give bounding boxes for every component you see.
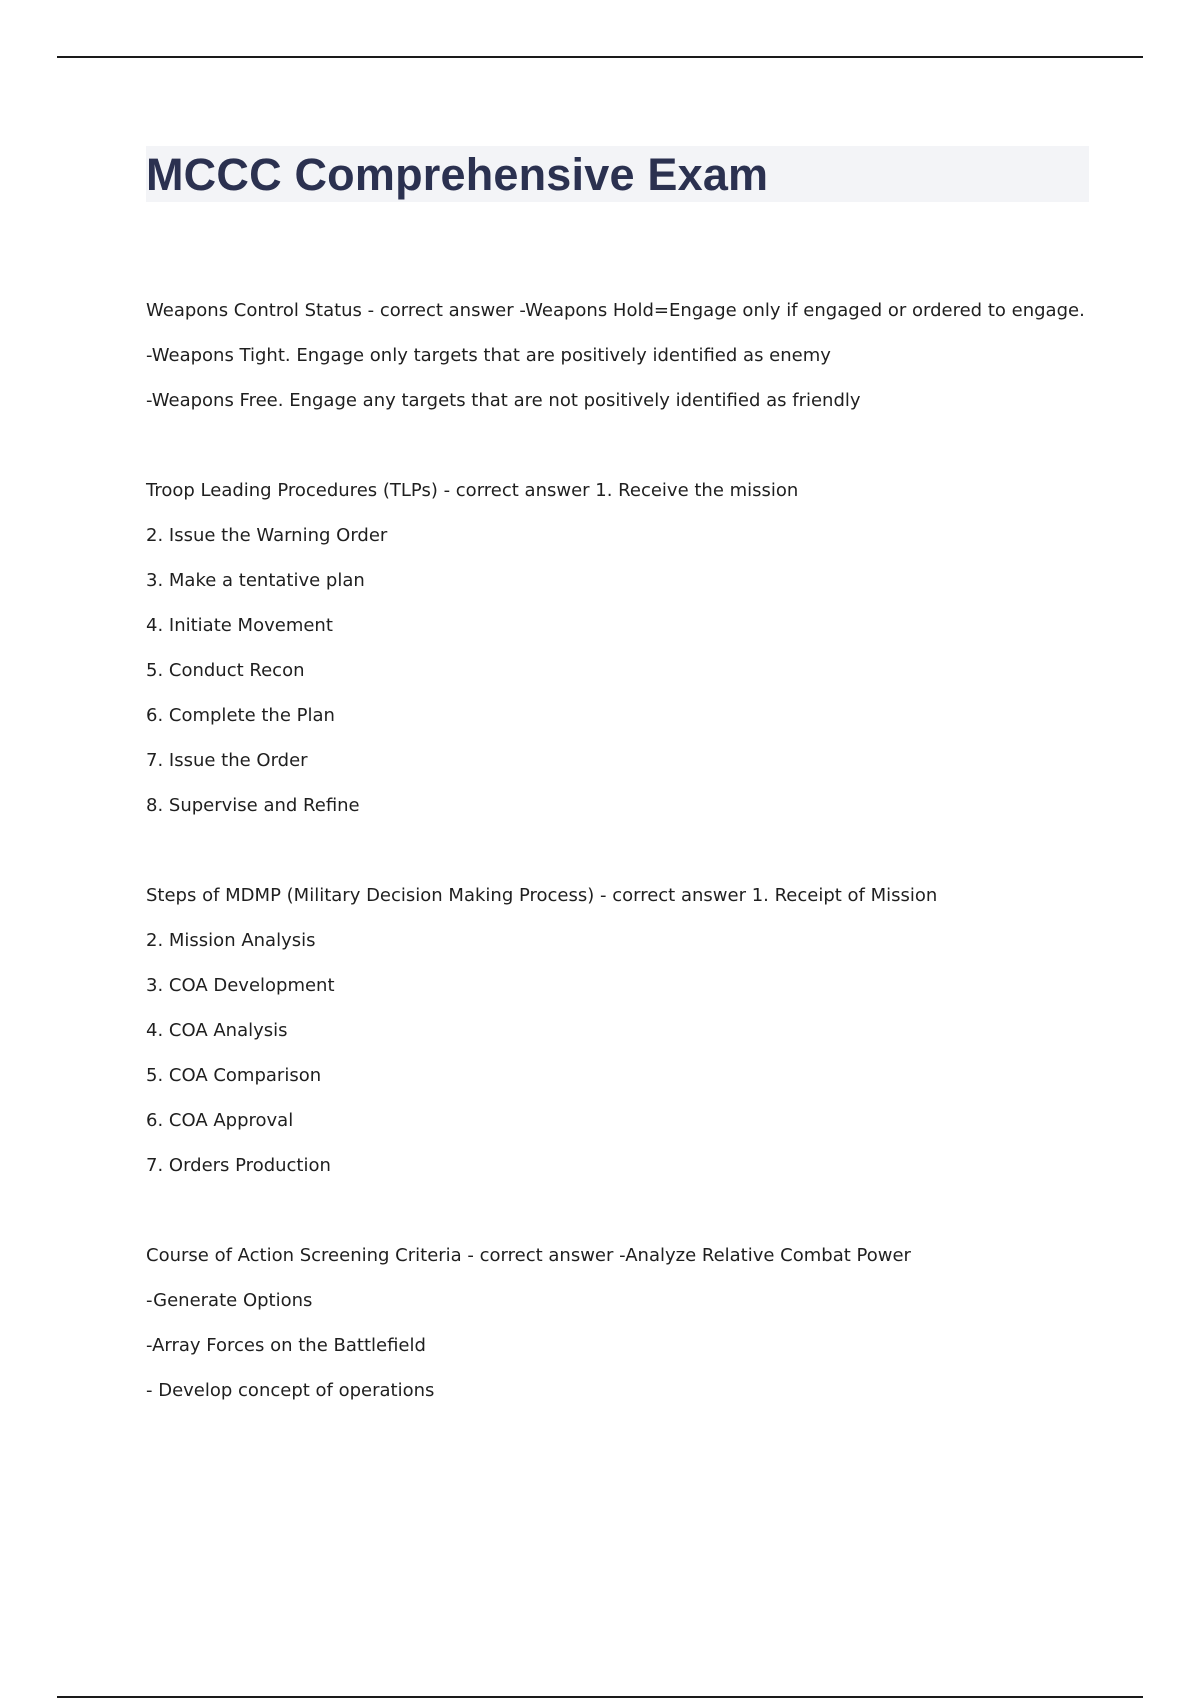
- answer-line: 2. Issue the Warning Order: [146, 525, 388, 546]
- question-line: Weapons Control Status - correct answer -Weapons Hold=Engage only if engaged or ordered to engage.: [146, 300, 1085, 321]
- answer-line: 4. Initiate Movement: [146, 615, 333, 636]
- question-line: Troop Leading Procedures (TLPs) - correct answer 1. Receive the mission: [146, 480, 799, 501]
- answer-line: 7. Issue the Order: [146, 750, 308, 771]
- question-weapons-control-status: [146, 288, 1090, 423]
- answer-line: 2. Mission Analysis: [146, 930, 316, 951]
- answer-line: -Weapons Tight. Engage only targets that are positively identified as enemy: [146, 345, 831, 366]
- answer-line: -Array Forces on the Battlefield: [146, 1335, 426, 1356]
- question-list: [146, 288, 1090, 1413]
- question-line: Steps of MDMP (Military Decision Making Process) - correct answer 1. Receipt of Mission: [146, 885, 938, 906]
- page-title: MCCC Comprehensive Exam: [146, 148, 769, 200]
- answer-line: 7. Orders Production: [146, 1155, 331, 1176]
- answer-line: 3. COA Development: [146, 975, 335, 996]
- answer-line: 6. Complete the Plan: [146, 705, 335, 726]
- title-banner: [146, 146, 1089, 202]
- answer-line: 8. Supervise and Refine: [146, 795, 360, 816]
- bottom-rule: [57, 1696, 1143, 1698]
- answer-line: -Weapons Free. Engage any targets that are not positively identified as friendly: [146, 390, 861, 411]
- document-body: [146, 146, 1090, 1458]
- question-troop-leading-procedures: [146, 468, 1090, 828]
- answer-line: 4. COA Analysis: [146, 1020, 288, 1041]
- answer-line: 5. Conduct Recon: [146, 660, 305, 681]
- question-line: Course of Action Screening Criteria - correct answer -Analyze Relative Combat Power: [146, 1245, 911, 1266]
- answer-line: 3. Make a tentative plan: [146, 570, 365, 591]
- answer-line: 5. COA Comparison: [146, 1065, 322, 1086]
- answer-line: -Generate Options: [146, 1290, 313, 1311]
- question-steps-of-mdmp: [146, 873, 1090, 1188]
- question-coa-screening-criteria: [146, 1233, 1090, 1413]
- top-rule: [57, 56, 1143, 58]
- answer-line: 6. COA Approval: [146, 1110, 294, 1131]
- answer-line: - Develop concept of operations: [146, 1380, 435, 1401]
